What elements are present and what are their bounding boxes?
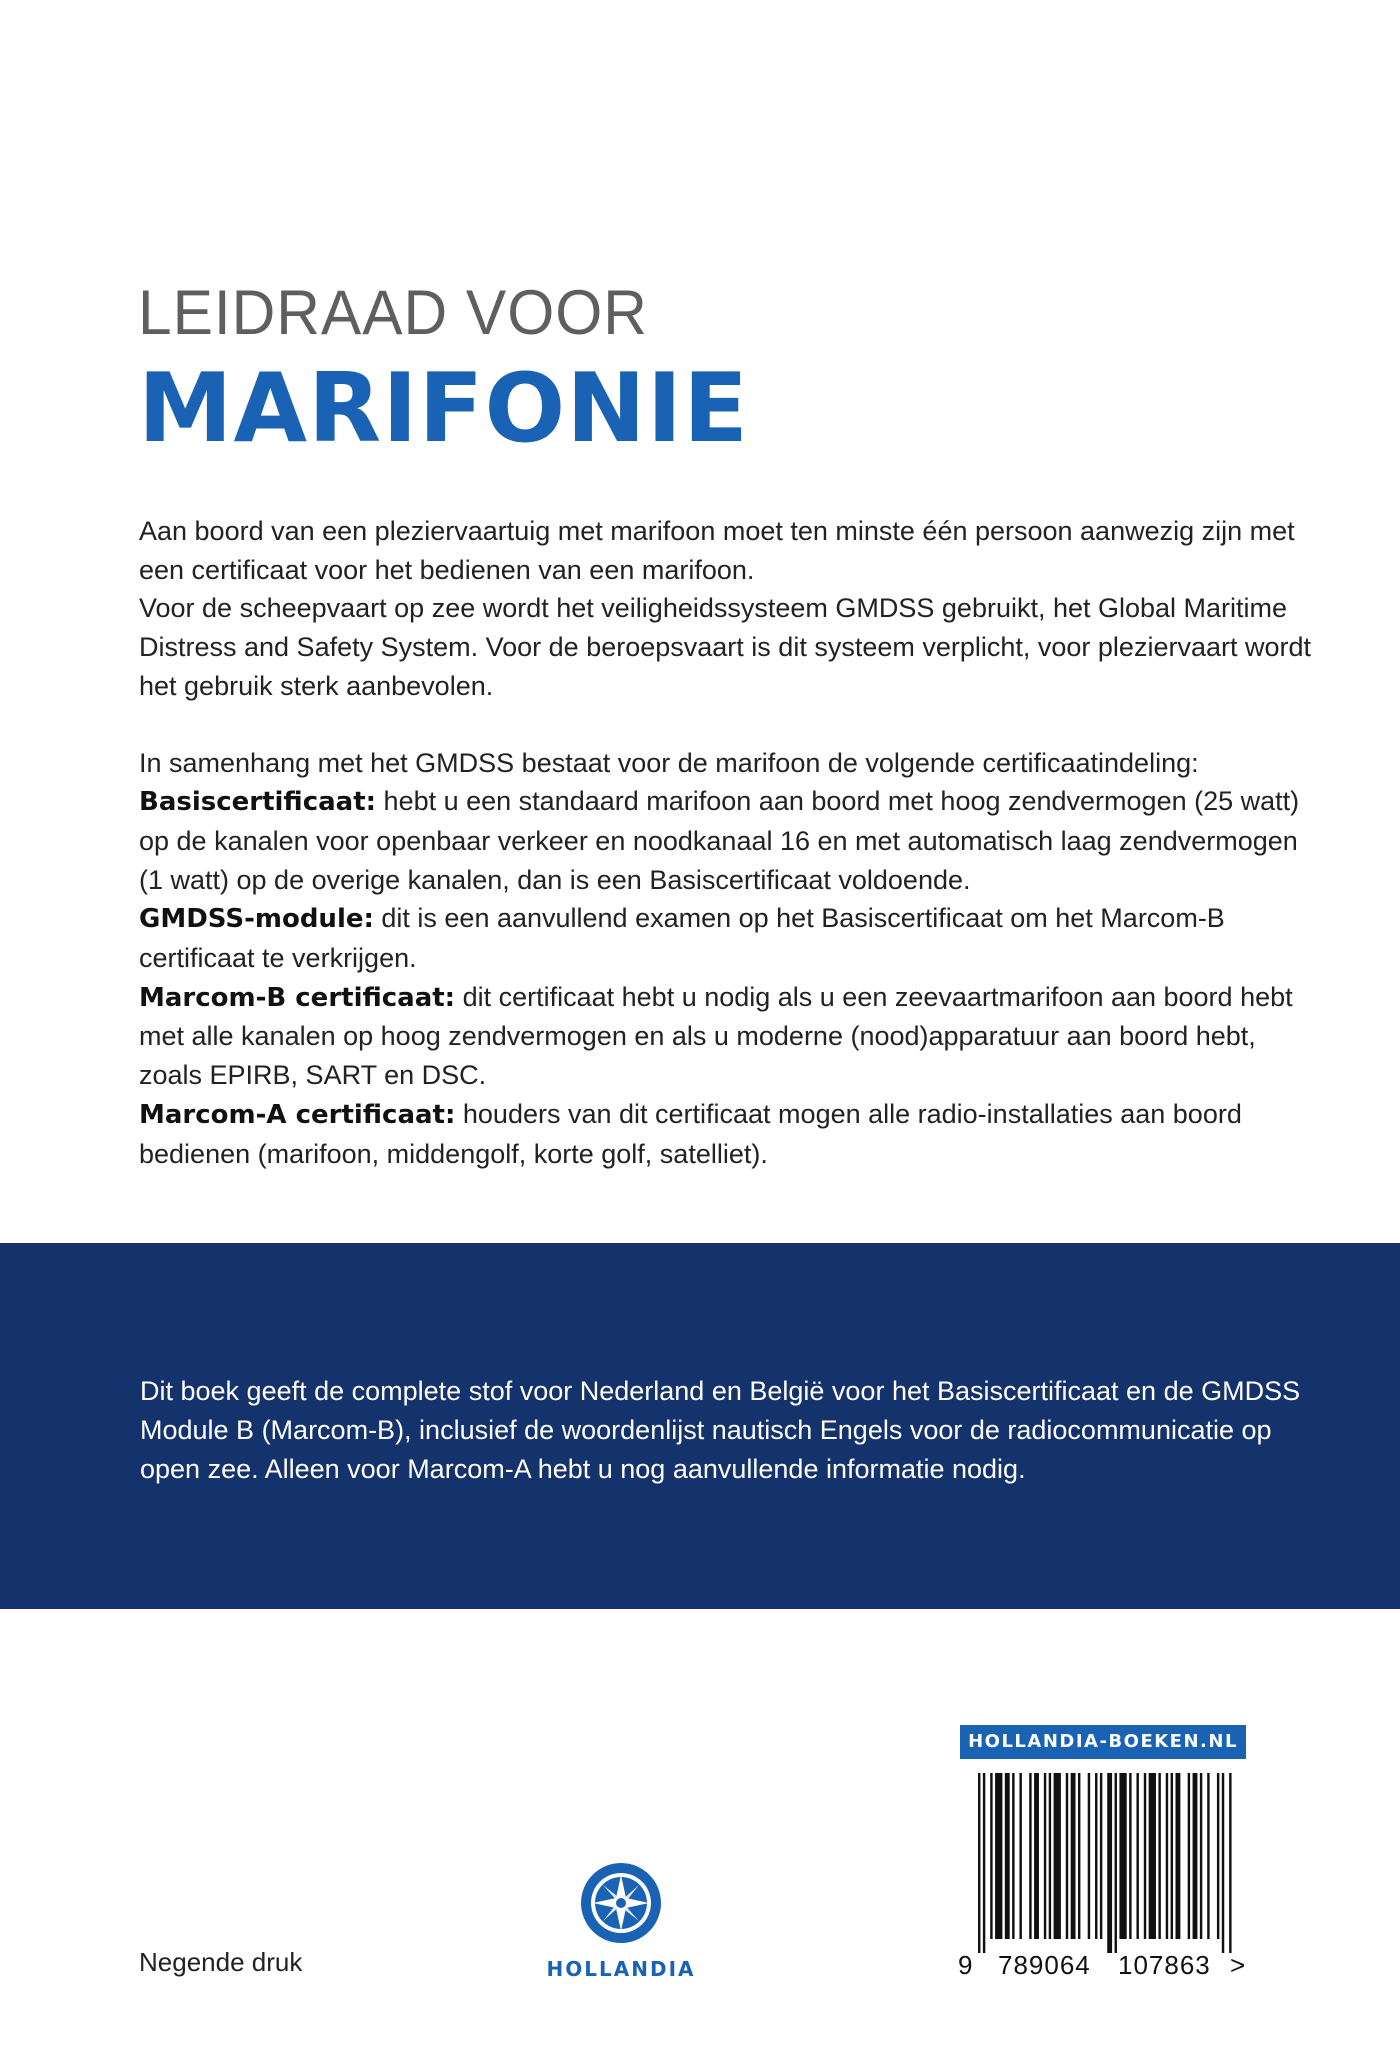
barcode-bar — [978, 1773, 980, 1953]
barcode-bar — [1115, 1773, 1117, 1953]
barcode-bar — [1166, 1773, 1168, 1939]
isbn-group-2: 107863 — [1118, 1950, 1211, 1980]
barcode-bar — [1066, 1773, 1068, 1939]
certificate-term: Marcom-B certificaat: — [139, 982, 456, 1013]
barcode-icon — [978, 1773, 1234, 1953]
certificate-text: hebt u een standaard marifoon aan boord met hoog zendvermogen (25 watt) op de kanalen voor openbaar verkeer en noodkanaal 16 en met automatisch laag zendvermogen (1 watt) op de overige kanalen, dan is een Basiscertificaat voldoende. — [139, 786, 1300, 895]
description — [139, 512, 1319, 1173]
certificate-term: Basiscertificaat: — [139, 787, 377, 818]
barcode-bar — [1217, 1773, 1219, 1939]
publisher-name: HOLLANDIA — [546, 1957, 696, 1981]
certificate-item — [139, 978, 1319, 1095]
barcode-bar — [1200, 1773, 1202, 1939]
barcode-bar — [995, 1773, 1002, 1939]
barcode-bar — [1136, 1773, 1138, 1939]
title-kicker: LEIDRAAD VOOR — [138, 278, 648, 348]
barcode-bar — [990, 1773, 992, 1939]
barcode-bar — [1054, 1773, 1061, 1939]
barcode-bar — [1012, 1773, 1014, 1939]
certificate-term: Marcom-A certificaat: — [139, 1099, 456, 1130]
barcode-bar — [1071, 1773, 1076, 1939]
certificate-text: dit certificaat hebt u nodig als u een zeevaartmarifoon aan boord hebt met alle kanalen op hoog zendvermogen en als u moderne (nood)apparatuur aan boord hebt, zoals EPIRB, SART en DSC. — [139, 981, 1293, 1091]
page-title: MARIFONIE — [138, 354, 749, 464]
edition-label: Negende druk — [139, 1947, 303, 1977]
barcode-bar — [1107, 1773, 1112, 1953]
barcode-bar — [1207, 1773, 1209, 1939]
barcode-bar — [1149, 1773, 1156, 1939]
barcode-bar — [1029, 1773, 1031, 1939]
barcode-bar — [1119, 1773, 1126, 1939]
barcode-bar — [1144, 1773, 1146, 1939]
intro-paragraph-2: Voor de scheepvaart op zee wordt het veiligheidssysteem GMDSS gebruikt, het Global Maritime Distress and Safety System. Voor de beroepsvaart is dit systeem verplicht, voor pleziervaart wordt het gebruik sterk aanbevolen. — [139, 593, 1311, 701]
barcode-bar — [1129, 1773, 1131, 1939]
intro-paragraph-1: Aan boord van een pleziervaartuig met marifoon moet ten minste één persoon aanwezig zijn met een certificaat voor het bedienen van een marifoon. — [139, 516, 1295, 585]
barcode-bar — [1100, 1773, 1102, 1939]
isbn-marker: > — [1230, 1950, 1246, 1980]
barcode-bar — [1175, 1773, 1180, 1939]
isbn-prefix: 9 — [958, 1950, 973, 1980]
certificate-item — [139, 899, 1319, 977]
certificate-text: dit is een aanvullend examen op het Basiscertificaat om het Marcom-B certificaat te verkrijgen. — [139, 903, 1225, 974]
certificate-term: GMDSS-module: — [139, 904, 374, 935]
barcode-bar — [1005, 1773, 1010, 1939]
summary-text: Dit boek geeft de complete stof voor Nederland en België voor het Basiscertificaat en de GMDSS Module B (Marcom-B), inclusief de woordenlijst nautisch Engels voor de radiocommunicatie op open zee. Alleen voor Marcom-A hebt u nog aanvullende informatie nodig. — [140, 1376, 1301, 1484]
summary-band — [0, 1243, 1400, 1609]
barcode-bar — [1222, 1773, 1224, 1953]
barcode-bar — [1171, 1773, 1173, 1939]
barcode-bar — [1044, 1773, 1046, 1939]
barcode-bar — [1078, 1773, 1080, 1939]
publisher-logo — [536, 1860, 706, 1981]
certificate-text: houders van dit certificaat mogen alle radio-installaties aan boord bedienen (marifoon, middengolf, korte golf, satelliet). — [139, 1098, 1242, 1169]
barcode-bar — [1193, 1773, 1198, 1939]
website-link[interactable]: HOLLANDIA-BOEKEN.NL — [960, 1725, 1246, 1759]
barcode-bar — [1229, 1773, 1231, 1953]
barcode-bar — [1158, 1773, 1160, 1939]
certificate-item — [139, 1095, 1319, 1173]
intro-paragraph-3: In samenhang met het GMDSS bestaat voor de marifoon de volgende certificaatindeling: — [139, 747, 1199, 778]
barcode-bar — [1095, 1773, 1097, 1939]
barcode-bar — [1088, 1773, 1090, 1939]
certificate-item — [139, 782, 1319, 899]
compass-rose-icon — [578, 1860, 664, 1946]
barcode-bar — [1019, 1773, 1021, 1939]
barcode-bar — [1188, 1773, 1190, 1939]
barcode-bar — [1049, 1773, 1051, 1939]
barcode-bar — [1034, 1773, 1039, 1939]
barcode-bar — [983, 1773, 985, 1953]
isbn-group-1: 789064 — [998, 1950, 1091, 1980]
